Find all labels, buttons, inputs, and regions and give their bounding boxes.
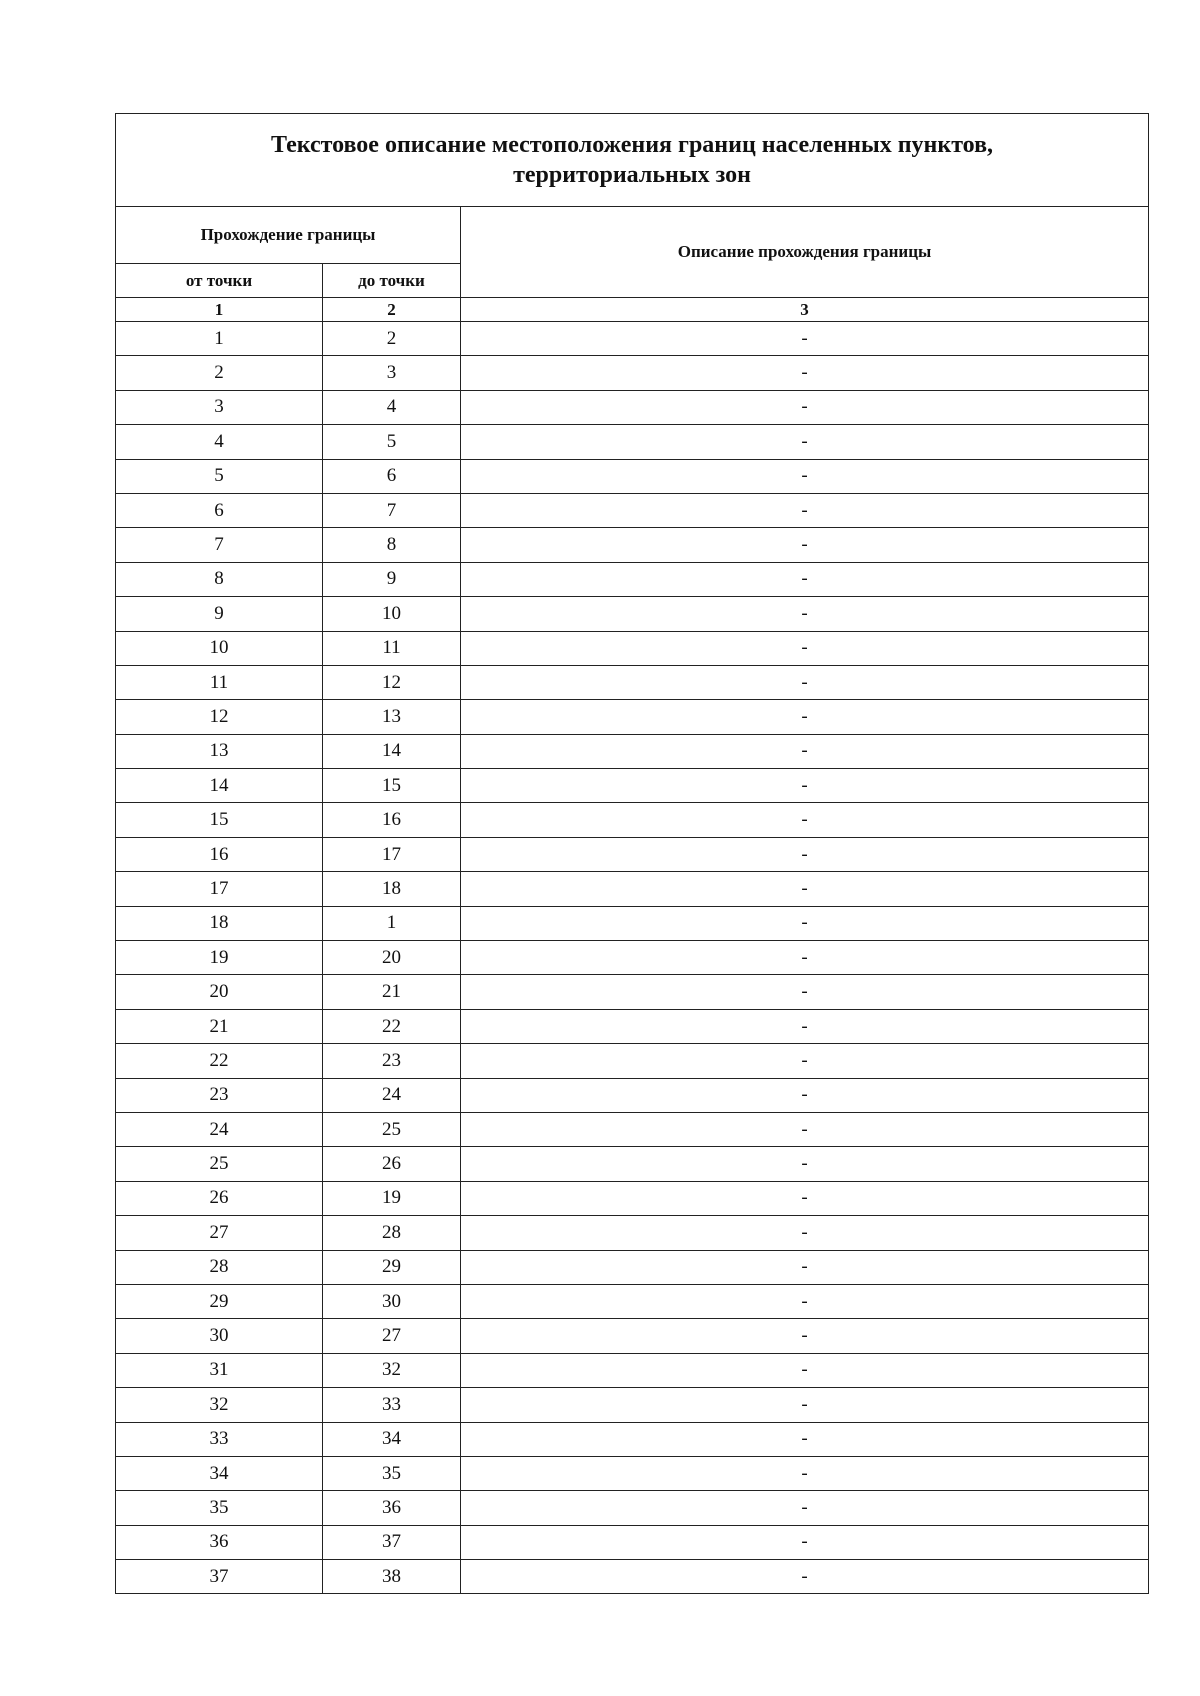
from-point-cell: 10 xyxy=(116,631,323,665)
table-row xyxy=(116,1388,1149,1422)
description-cell: - xyxy=(461,1250,1149,1284)
from-point-cell: 26 xyxy=(116,1181,323,1215)
table-row xyxy=(116,459,1149,493)
from-point-cell: 27 xyxy=(116,1216,323,1250)
to-point-cell: 9 xyxy=(323,562,461,596)
table-row xyxy=(116,631,1149,665)
description-cell: - xyxy=(461,631,1149,665)
from-point-cell: 25 xyxy=(116,1147,323,1181)
to-point-cell: 26 xyxy=(323,1147,461,1181)
description-cell: - xyxy=(461,906,1149,940)
description-cell: - xyxy=(461,1009,1149,1043)
description-cell: - xyxy=(461,322,1149,356)
to-point-cell: 3 xyxy=(323,356,461,390)
table-row xyxy=(116,1250,1149,1284)
table-row xyxy=(116,1560,1149,1594)
boundary-description-table xyxy=(115,113,1149,1594)
header-row-1 xyxy=(116,207,1149,264)
table-row xyxy=(116,1491,1149,1525)
column-number-2: 2 xyxy=(323,298,461,322)
from-point-cell: 32 xyxy=(116,1388,323,1422)
table-row xyxy=(116,597,1149,631)
description-cell: - xyxy=(461,1525,1149,1559)
description-cell: - xyxy=(461,562,1149,596)
to-point-cell: 19 xyxy=(323,1181,461,1215)
to-point-cell: 13 xyxy=(323,700,461,734)
from-point-cell: 24 xyxy=(116,1112,323,1146)
from-point-cell: 28 xyxy=(116,1250,323,1284)
from-point-cell: 13 xyxy=(116,734,323,768)
to-point-cell: 11 xyxy=(323,631,461,665)
table-row xyxy=(116,1078,1149,1112)
to-point-cell: 14 xyxy=(323,734,461,768)
to-point-cell: 6 xyxy=(323,459,461,493)
to-point-cell: 34 xyxy=(323,1422,461,1456)
column-number-row xyxy=(116,298,1149,322)
from-point-cell: 6 xyxy=(116,493,323,527)
from-point-cell: 35 xyxy=(116,1491,323,1525)
table-row xyxy=(116,1181,1149,1215)
to-point-cell: 22 xyxy=(323,1009,461,1043)
description-header: Описание прохождения границы xyxy=(461,207,1149,298)
table-row xyxy=(116,665,1149,699)
from-point-cell: 1 xyxy=(116,322,323,356)
to-point-cell: 25 xyxy=(323,1112,461,1146)
description-cell: - xyxy=(461,1388,1149,1422)
description-cell: - xyxy=(461,665,1149,699)
description-cell: - xyxy=(461,1216,1149,1250)
description-cell: - xyxy=(461,459,1149,493)
from-point-cell: 3 xyxy=(116,390,323,424)
to-point-cell: 16 xyxy=(323,803,461,837)
to-point-cell: 37 xyxy=(323,1525,461,1559)
table-row xyxy=(116,1456,1149,1490)
description-cell: - xyxy=(461,528,1149,562)
table-row xyxy=(116,322,1149,356)
to-point-cell: 7 xyxy=(323,493,461,527)
table-row xyxy=(116,390,1149,424)
table-row xyxy=(116,872,1149,906)
table-row xyxy=(116,734,1149,768)
description-cell: - xyxy=(461,975,1149,1009)
to-point-cell: 38 xyxy=(323,1560,461,1594)
to-point-cell: 10 xyxy=(323,597,461,631)
to-point-cell: 30 xyxy=(323,1284,461,1318)
description-cell: - xyxy=(461,1353,1149,1387)
description-cell: - xyxy=(461,356,1149,390)
from-point-cell: 30 xyxy=(116,1319,323,1353)
to-point-cell: 24 xyxy=(323,1078,461,1112)
description-cell: - xyxy=(461,390,1149,424)
column-number-3: 3 xyxy=(461,298,1149,322)
from-point-cell: 21 xyxy=(116,1009,323,1043)
description-cell: - xyxy=(461,1044,1149,1078)
from-point-cell: 22 xyxy=(116,1044,323,1078)
from-point-header: от точки xyxy=(116,264,323,298)
from-point-cell: 4 xyxy=(116,425,323,459)
title-line-1: Текстовое описание местоположения границ населенных пунктов, xyxy=(271,132,994,158)
table-row xyxy=(116,906,1149,940)
from-point-cell: 5 xyxy=(116,459,323,493)
description-cell: - xyxy=(461,1147,1149,1181)
to-point-cell: 27 xyxy=(323,1319,461,1353)
to-point-cell: 12 xyxy=(323,665,461,699)
table-row xyxy=(116,356,1149,390)
table-row xyxy=(116,769,1149,803)
to-point-cell: 35 xyxy=(323,1456,461,1490)
from-point-cell: 29 xyxy=(116,1284,323,1318)
boundary-passage-header: Прохождение границы xyxy=(116,207,461,264)
from-point-cell: 17 xyxy=(116,872,323,906)
table-row xyxy=(116,1525,1149,1559)
description-cell: - xyxy=(461,700,1149,734)
to-point-cell: 28 xyxy=(323,1216,461,1250)
description-cell: - xyxy=(461,1422,1149,1456)
description-cell: - xyxy=(461,1078,1149,1112)
to-point-cell: 21 xyxy=(323,975,461,1009)
table-row xyxy=(116,1044,1149,1078)
document-title xyxy=(116,114,1149,207)
table-row xyxy=(116,837,1149,871)
description-cell: - xyxy=(461,941,1149,975)
to-point-cell: 33 xyxy=(323,1388,461,1422)
table-row xyxy=(116,1147,1149,1181)
to-point-header: до точки xyxy=(323,264,461,298)
to-point-cell: 4 xyxy=(323,390,461,424)
from-point-cell: 37 xyxy=(116,1560,323,1594)
title-line-2: территориальных зон xyxy=(513,162,751,188)
column-number-1: 1 xyxy=(116,298,323,322)
description-cell: - xyxy=(461,493,1149,527)
table-row xyxy=(116,1353,1149,1387)
description-cell: - xyxy=(461,837,1149,871)
description-cell: - xyxy=(461,1181,1149,1215)
to-point-cell: 15 xyxy=(323,769,461,803)
to-point-cell: 18 xyxy=(323,872,461,906)
from-point-cell: 18 xyxy=(116,906,323,940)
description-cell: - xyxy=(461,872,1149,906)
table-row xyxy=(116,1422,1149,1456)
table-row xyxy=(116,425,1149,459)
description-cell: - xyxy=(461,1112,1149,1146)
to-point-cell: 32 xyxy=(323,1353,461,1387)
from-point-cell: 7 xyxy=(116,528,323,562)
to-point-cell: 29 xyxy=(323,1250,461,1284)
from-point-cell: 33 xyxy=(116,1422,323,1456)
table-row xyxy=(116,975,1149,1009)
to-point-cell: 17 xyxy=(323,837,461,871)
description-cell: - xyxy=(461,425,1149,459)
from-point-cell: 16 xyxy=(116,837,323,871)
description-cell: - xyxy=(461,1284,1149,1318)
description-cell: - xyxy=(461,1491,1149,1525)
description-cell: - xyxy=(461,769,1149,803)
description-cell: - xyxy=(461,1319,1149,1353)
table-row xyxy=(116,1216,1149,1250)
title-row xyxy=(116,114,1149,207)
to-point-cell: 2 xyxy=(323,322,461,356)
from-point-cell: 14 xyxy=(116,769,323,803)
from-point-cell: 20 xyxy=(116,975,323,1009)
description-cell: - xyxy=(461,1456,1149,1490)
from-point-cell: 8 xyxy=(116,562,323,596)
table-row xyxy=(116,941,1149,975)
from-point-cell: 36 xyxy=(116,1525,323,1559)
from-point-cell: 11 xyxy=(116,665,323,699)
from-point-cell: 23 xyxy=(116,1078,323,1112)
to-point-cell: 1 xyxy=(323,906,461,940)
from-point-cell: 19 xyxy=(116,941,323,975)
description-cell: - xyxy=(461,734,1149,768)
from-point-cell: 34 xyxy=(116,1456,323,1490)
to-point-cell: 8 xyxy=(323,528,461,562)
to-point-cell: 36 xyxy=(323,1491,461,1525)
description-cell: - xyxy=(461,597,1149,631)
from-point-cell: 9 xyxy=(116,597,323,631)
table-row xyxy=(116,1319,1149,1353)
table-row xyxy=(116,562,1149,596)
from-point-cell: 15 xyxy=(116,803,323,837)
table-row xyxy=(116,493,1149,527)
table-row xyxy=(116,1112,1149,1146)
to-point-cell: 20 xyxy=(323,941,461,975)
table-row xyxy=(116,1284,1149,1318)
from-point-cell: 12 xyxy=(116,700,323,734)
table-row xyxy=(116,803,1149,837)
description-cell: - xyxy=(461,803,1149,837)
from-point-cell: 2 xyxy=(116,356,323,390)
description-cell: - xyxy=(461,1560,1149,1594)
table-row xyxy=(116,700,1149,734)
to-point-cell: 5 xyxy=(323,425,461,459)
table-row xyxy=(116,1009,1149,1043)
to-point-cell: 23 xyxy=(323,1044,461,1078)
from-point-cell: 31 xyxy=(116,1353,323,1387)
table-row xyxy=(116,528,1149,562)
